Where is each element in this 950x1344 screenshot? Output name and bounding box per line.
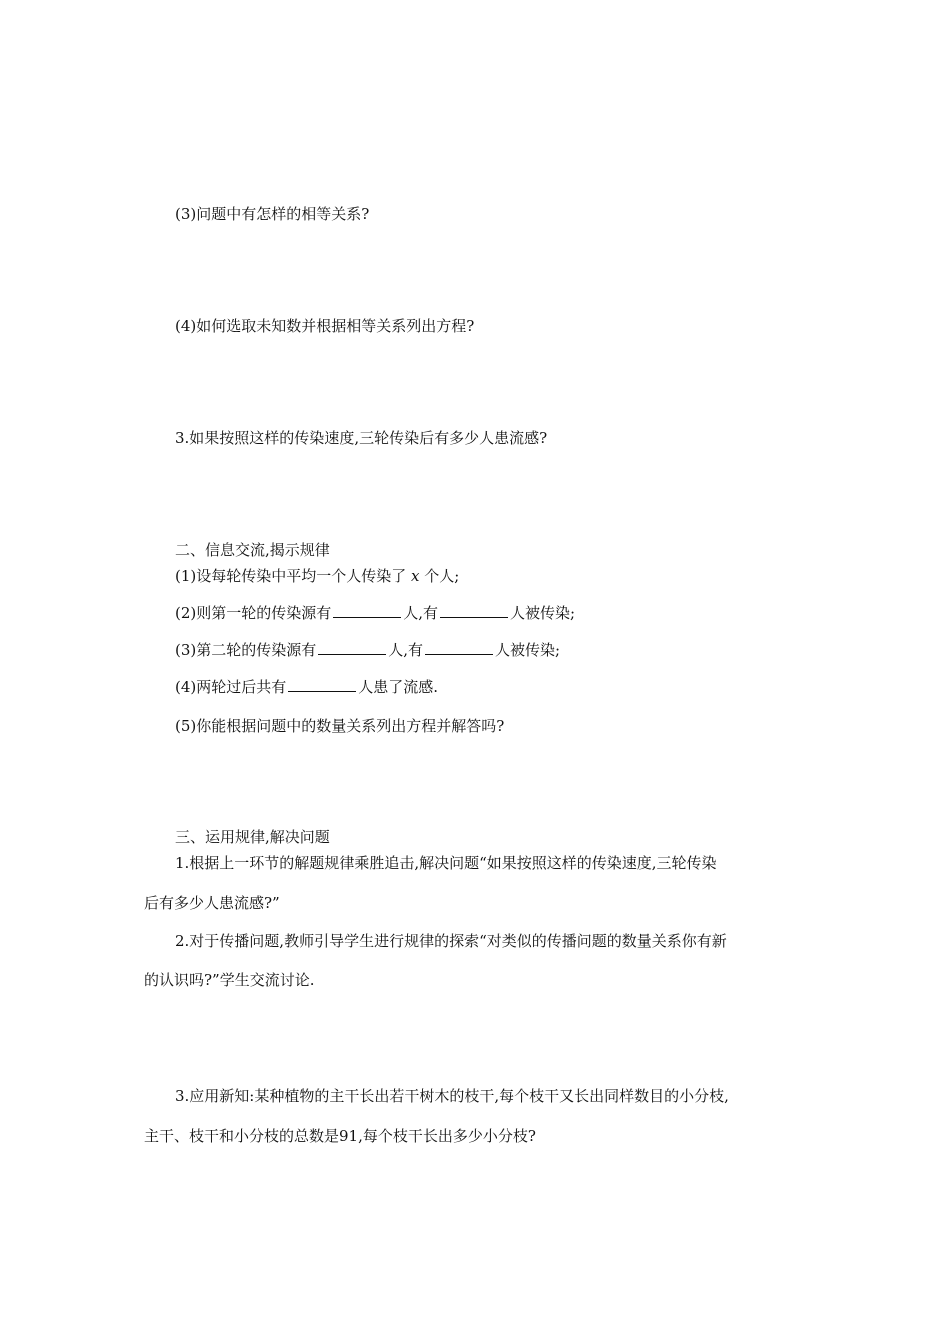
section-3-p2-line2: 的认识吗?”学生交流讨论.	[144, 971, 315, 989]
section-3-title: 三、运用规律,解决问题	[175, 828, 330, 846]
section-2-item-2	[175, 603, 575, 623]
item-4-text-a: (4)两轮过后共有	[175, 678, 287, 696]
item-1-text-b: 个人;	[419, 567, 460, 585]
question-2-4: (4)如何选取未知数并根据相等关系列出方程?	[175, 317, 475, 335]
item-2-text-b: 人,有	[403, 604, 439, 622]
section-3-p2-line1: 2.对于传播问题,教师引导学生进行规律的探索“对类似的传播问题的数量关系你有新	[175, 932, 727, 950]
item-3-text-c: 人被传染;	[495, 641, 561, 659]
section-2-title: 二、信息交流,揭示规律	[175, 541, 330, 559]
fill-blank[interactable]	[440, 603, 508, 618]
section-2-item-3	[175, 640, 560, 660]
fill-blank[interactable]	[318, 640, 386, 655]
section-2-item-1	[175, 566, 459, 586]
item-3-text-b: 人,有	[388, 641, 424, 659]
fill-blank[interactable]	[333, 603, 401, 618]
question-3: 3.如果按照这样的传染速度,三轮传染后有多少人患流感?	[175, 429, 548, 447]
item-1-text-a: (1)设每轮传染中平均一个人传染了	[175, 567, 412, 585]
item-2-text-a: (2)则第一轮的传染源有	[175, 604, 332, 622]
section-3-p3-line2: 主干、枝干和小分枝的总数是91,每个枝干长出多少小分枝?	[144, 1127, 536, 1145]
variable-x: x	[411, 567, 420, 585]
fill-blank[interactable]	[288, 677, 356, 692]
question-2-3: (3)问题中有怎样的相等关系?	[175, 205, 370, 223]
item-3-text-a: (3)第二轮的传染源有	[175, 641, 317, 659]
item-2-text-c: 人被传染;	[510, 604, 576, 622]
fill-blank[interactable]	[425, 640, 493, 655]
section-3-p1-line1: 1.根据上一环节的解题规律乘胜追击,解决问题“如果按照这样的传染速度,三轮传染	[175, 854, 717, 872]
item-4-text-b: 人患了流感.	[358, 678, 439, 696]
section-2-item-4	[175, 677, 438, 697]
section-2-item-5: (5)你能根据问题中的数量关系列出方程并解答吗?	[175, 717, 505, 735]
section-3-p3-line1: 3.应用新知:某种植物的主干长出若干树木的枝干,每个枝干又长出同样数目的小分枝,	[175, 1087, 729, 1105]
section-3-p1-line2: 后有多少人患流感?”	[144, 894, 280, 912]
